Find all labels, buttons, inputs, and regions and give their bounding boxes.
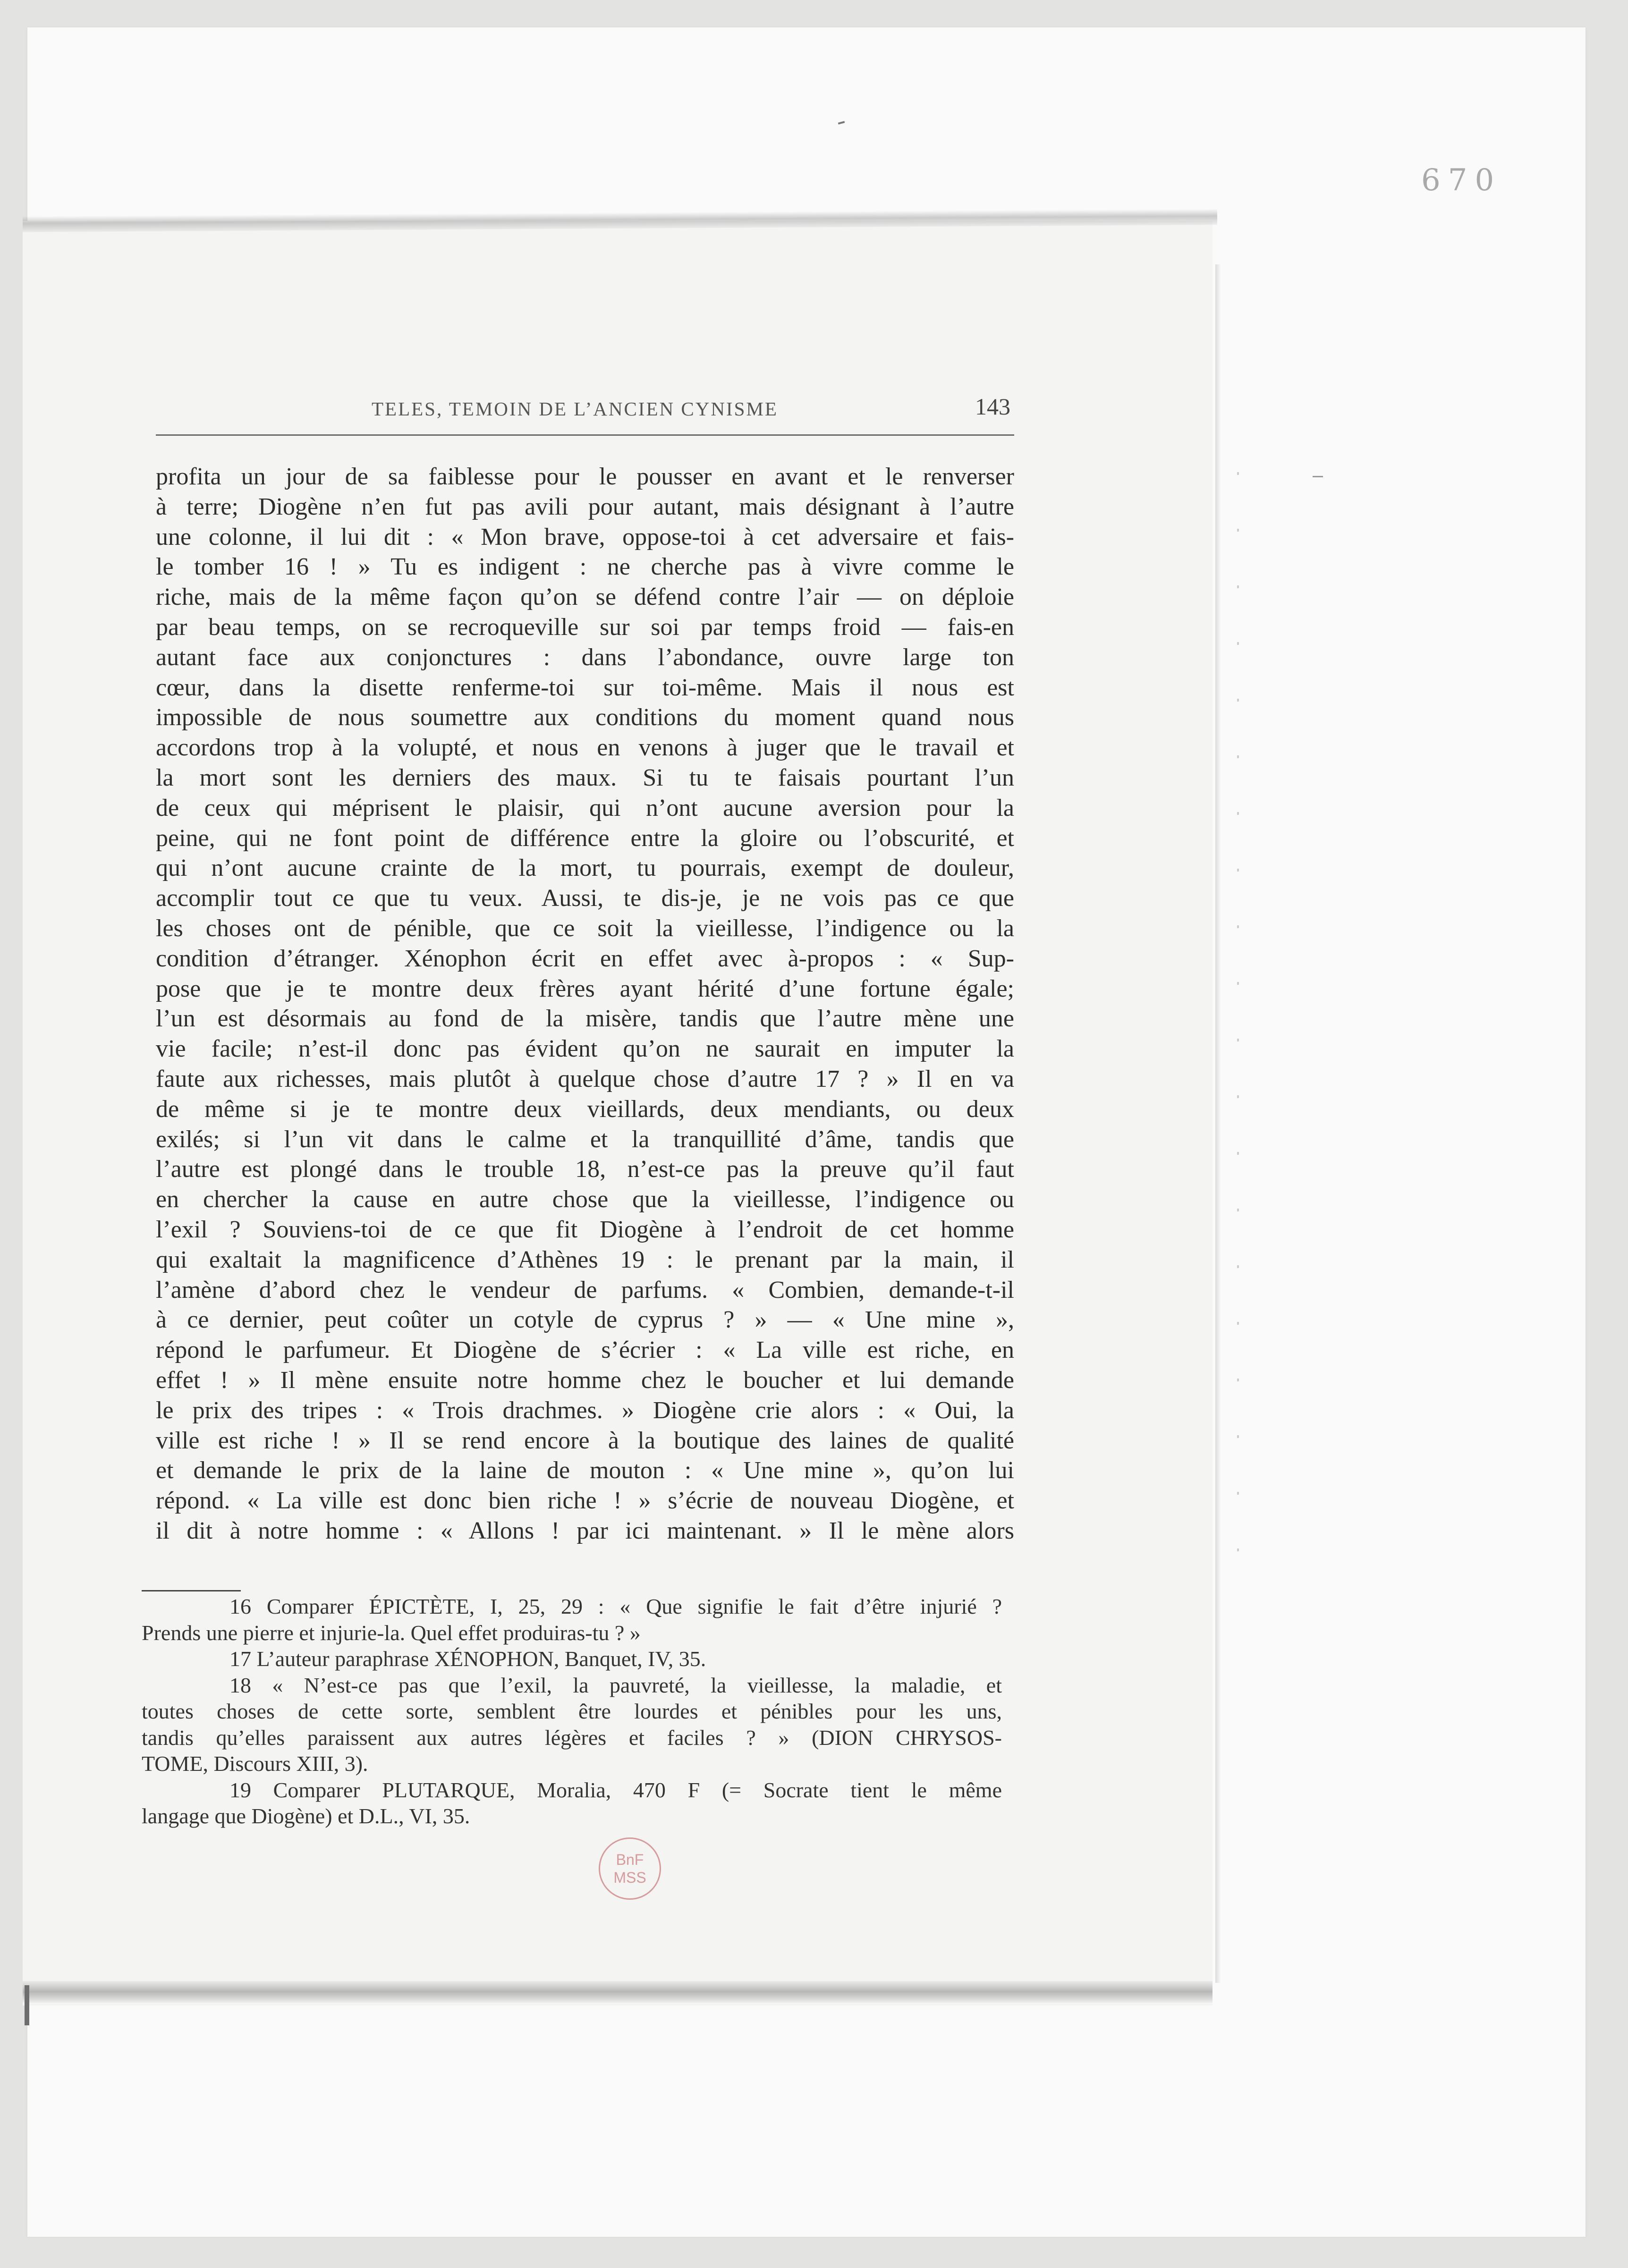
- running-head-title: TELES, TEMOIN DE L’ANCIEN CYNISME: [372, 398, 778, 420]
- footnote-line: langage que Diogène) et D.L., VI, 35.: [142, 1804, 470, 1828]
- text-line: peine, qui ne font point de différence entre la gloire ou l’obscurité, et: [156, 824, 1014, 852]
- text-line: l’autre est plongé dans le trouble 18, n’est-ce pas la preuve qu’il faut: [156, 1156, 1014, 1183]
- text-line: de même si je te montre deux vieillards, deux mendiants, ou deux: [156, 1095, 1014, 1123]
- text-line: une colonne, il lui dit : « Mon brave, oppose-toi à cet adversaire et fais-: [156, 523, 1014, 550]
- text-line: ville est riche ! » Il se rend encore à la boutique des laines de qualité: [156, 1427, 1014, 1454]
- text-line: impossible de nous soumettre aux conditions du moment quand nous: [156, 704, 1014, 731]
- footnote-line: Prends une pierre et injurie-la. Quel effet produiras-tu ? »: [142, 1620, 641, 1645]
- footnote-line: toutes choses de cette sorte, semblent être lourdes et pénibles pour les uns,: [142, 1699, 1002, 1723]
- text-line: cœur, dans la disette renferme-toi sur toi-même. Mais il nous est: [156, 674, 1014, 701]
- stamp-line: BnF: [616, 1851, 644, 1868]
- text-line: condition d’étranger. Xénophon écrit en effet avec à-propos : « Sup-: [156, 945, 1014, 972]
- footnote-line: 16 Comparer ÉPICTÈTE, I, 25, 29 : « Que signifie le fait d’être injurié ?: [229, 1594, 1002, 1618]
- text-line: de ceux qui méprisent le plaisir, qui n’ont aucune aversion pour la: [156, 794, 1014, 821]
- text-line: l’un est désormais au fond de la misère, tandis que l’autre mène une: [156, 1005, 1014, 1032]
- text-line: l’amène d’abord chez le vendeur de parfums. « Combien, demande-t-il: [156, 1276, 1014, 1303]
- footnote-line: TOME, Discours XIII, 3).: [142, 1752, 368, 1776]
- footnotes: [142, 1593, 1002, 1829]
- text-line: accomplir tout ce que tu veux. Aussi, te dis-je, je ne vois pas ce que: [156, 885, 1014, 912]
- gutter-marks: [1237, 472, 1239, 1558]
- text-line: le tomber 16 ! » Tu es indigent : ne cherche pas à vivre comme le: [156, 553, 1014, 581]
- bnf-mss-stamp: [599, 1837, 661, 1900]
- text-line: la mort sont les derniers des maux. Si tu te faisais pourtant l’un: [156, 764, 1014, 791]
- scan-mark: [1313, 476, 1323, 477]
- folio-number: 670: [1421, 163, 1502, 198]
- text-line: l’exil ? Souviens-toi de ce que fit Diogène à l’endroit de cet homme: [156, 1216, 1014, 1243]
- footnote-line: 18 « N’est-ce pas que l’exil, la pauvreté, la vieillesse, la maladie, et: [229, 1673, 1002, 1697]
- copy-shadow-right: [1215, 264, 1221, 1983]
- footnote-line: 19 Comparer PLUTARQUE, Moralia, 470 F (= Socrate tient le même: [229, 1777, 1002, 1802]
- text-line: et demande le prix de la laine de mouton : « Une mine », qu’on lui: [156, 1457, 1014, 1484]
- text-line: à terre; Diogène n’en fut pas avili pour autant, mais désignant à l’autre: [156, 493, 1014, 520]
- text-line: par beau temps, on se recroqueville sur soi par temps froid — fais-en: [156, 613, 1014, 641]
- stamp-line: MSS: [613, 1869, 646, 1886]
- text-line: autant face aux conjonctures : dans l’abondance, ouvre large ton: [156, 643, 1014, 671]
- text-line: répond le parfumeur. Et Diogène de s’écrier : « La ville est riche, en: [156, 1337, 1014, 1364]
- body-text: [156, 462, 1014, 1546]
- running-head: [156, 392, 1014, 436]
- text-line: exilés; si l’un vit dans le calme et la tranquillité d’âme, tandis que: [156, 1126, 1014, 1153]
- text-line: pose que je te montre deux frères ayant hérité d’une fortune égale;: [156, 975, 1014, 1002]
- text-line: en chercher la cause en autre chose que la vieillesse, l’indigence ou: [156, 1186, 1014, 1213]
- text-line: vie facile; n’est-il donc pas évident qu’on ne saurait en imputer la: [156, 1035, 1014, 1063]
- footnote-rule: [142, 1590, 241, 1591]
- footnote-line: 17 L’auteur paraphrase XÉNOPHON, Banquet, IV, 35.: [229, 1647, 706, 1671]
- text-line: accordons trop à la volupté, et nous en venons à juger que le travail et: [156, 734, 1014, 762]
- text-line: à ce dernier, peut coûter un cotyle de cyprus ? » — « Une mine »,: [156, 1306, 1014, 1334]
- text-line: effet ! » Il mène ensuite notre homme chez le boucher et lui demande: [156, 1366, 1014, 1394]
- text-line: qui exaltait la magnificence d’Athènes 19 : le prenant par la main, il: [156, 1246, 1014, 1273]
- text-line: il dit à notre homme : « Allons ! par ici maintenant. » Il le mène alors: [156, 1517, 1014, 1544]
- copy-shadow-bottom: [23, 1981, 1213, 2003]
- copy-shadow-left: [25, 1985, 29, 2025]
- text-line: le prix des tripes : « Trois drachmes. » Diogène crie alors : « Oui, la: [156, 1396, 1014, 1424]
- text-line: faute aux richesses, mais plutôt à quelque chose d’autre 17 ? » Il en va: [156, 1065, 1014, 1092]
- text-line: qui n’ont aucune crainte de la mort, tu pourrais, exempt de douleur,: [156, 855, 1014, 882]
- footnote-line: tandis qu’elles paraissent aux autres légères et faciles ? » (DION CHRYSOS-: [142, 1725, 1002, 1750]
- text-line: les choses ont de pénible, que ce soit la vieillesse, l’indigence ou la: [156, 914, 1014, 942]
- text-line: répond. « La ville est donc bien riche ! » s’écrie de nouveau Diogène, et: [156, 1487, 1014, 1515]
- text-line: riche, mais de la même façon qu’on se défend contre l’air — on déploie: [156, 584, 1014, 611]
- text-line: profita un jour de sa faiblesse pour le pousser en avant et le renverser: [156, 463, 1014, 490]
- page-number: 143: [975, 393, 1010, 420]
